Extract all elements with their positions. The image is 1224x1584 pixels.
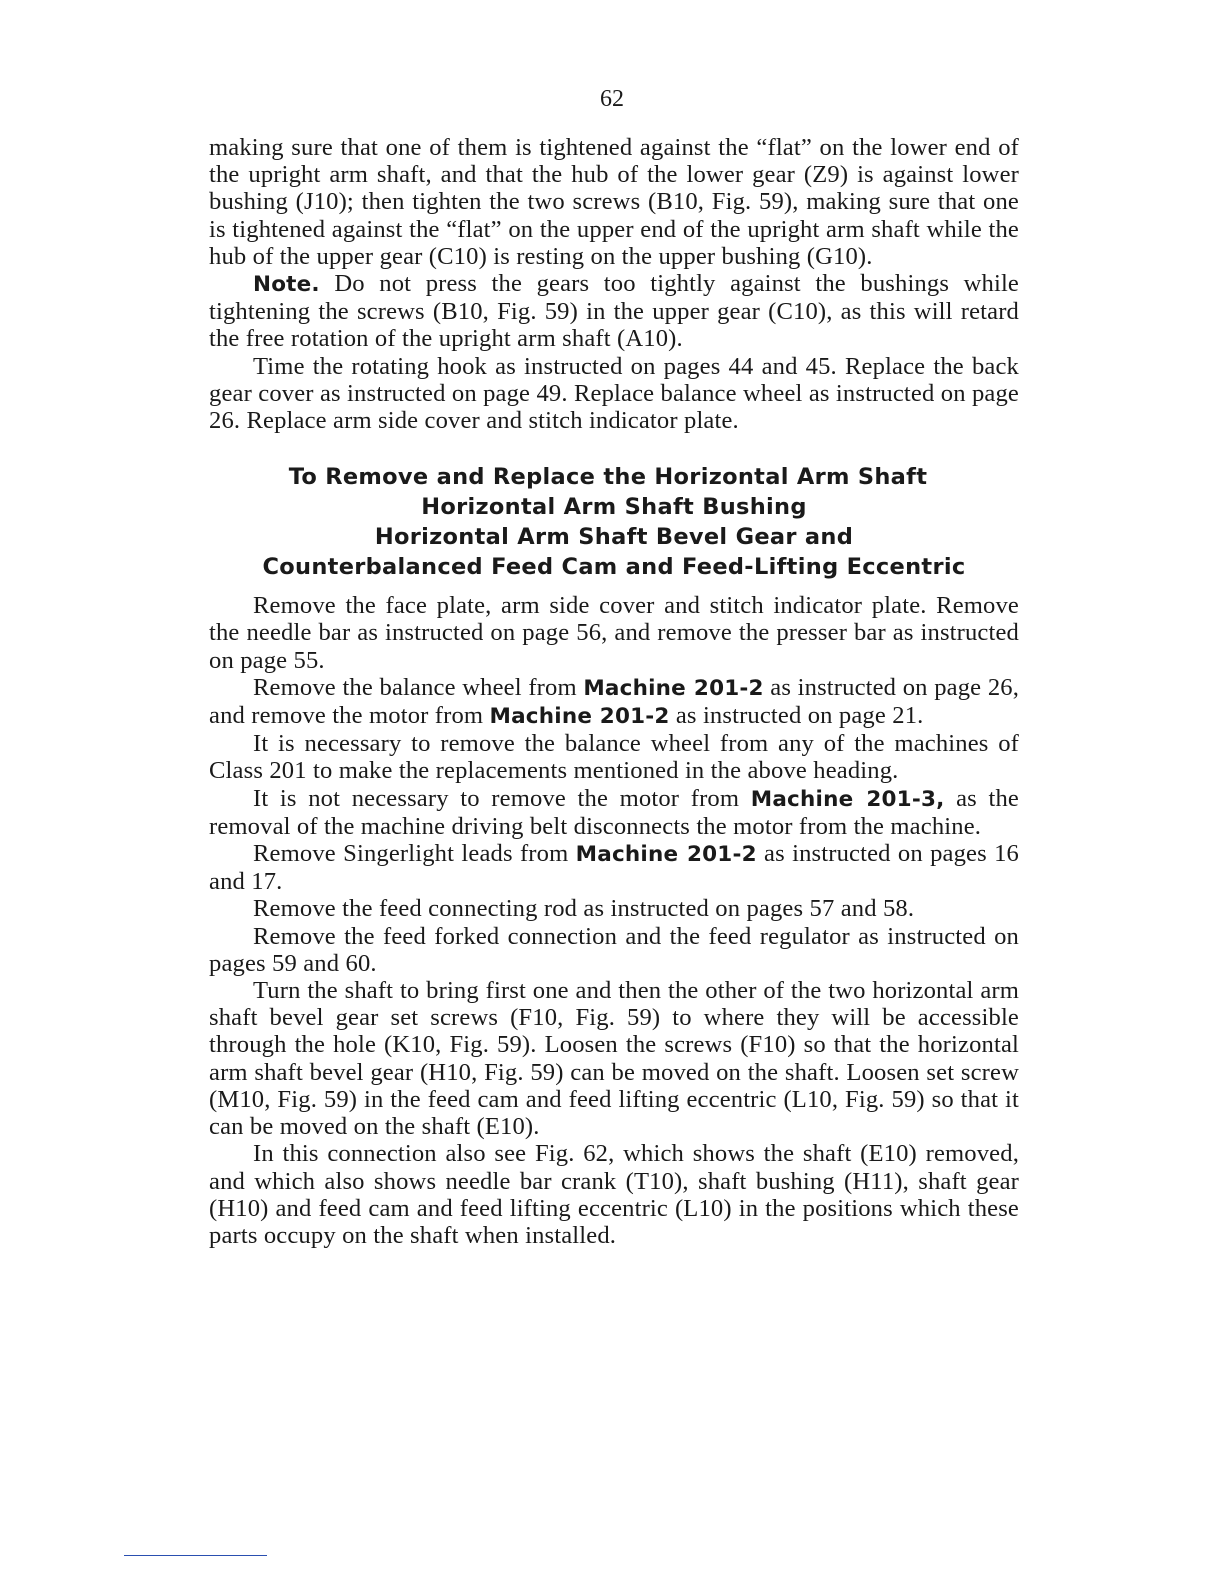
heading-line-2: Horizontal Arm Shaft Bushing	[421, 494, 807, 521]
paragraph-text: Turn the shaft to bring first one and then the other of the two horizontal arm shaft bevel gear set screws (F10, Fig. 59) to where they will be accessible through the hole (K10, Fig. 59). Loosen the screws (F10) so that the horizontal arm shaft bevel gear (H10, Fig. 59) can be moved on the shaft. Loosen set screw (M10, Fig. 59) in the feed cam and feed lifting eccentric (L10, Fig. 59) so that it can be moved on the shaft (E10).	[209, 977, 1019, 1141]
note-label: Note.	[253, 272, 320, 298]
paragraph-5	[209, 674, 1019, 730]
paragraph-text: It is not necessary to remove the motor from	[253, 784, 751, 812]
footnote-rule	[124, 1555, 267, 1556]
machine-reference: Machine 201-3,	[750, 786, 945, 812]
heading-line-1: To Remove and Replace the Horizontal Arm Shaft	[288, 464, 928, 491]
heading-line-3: Horizontal Arm Shaft Bevel Gear and	[374, 524, 854, 551]
page-number: 62	[600, 86, 624, 112]
paragraph-text: Remove Singerlight leads from	[253, 840, 576, 868]
paragraph-9	[209, 895, 1019, 922]
paragraph-7	[209, 785, 1019, 840]
paragraph-text: Remove the balance wheel from	[253, 673, 584, 701]
paragraph-text: It is necessary to remove the balance wheel from any of the machines of Class 201 to make the replacements mentioned in the above heading.	[209, 730, 1019, 785]
paragraph-text: In this connection also see Fig. 62, which shows the shaft (E10) removed, and which also shows needle bar crank (T10), shaft bushing (H11), shaft gear (H10) and feed cam and feed lifting eccentric (L10) in the positions which these parts occupy on the shaft when installed.	[209, 1140, 1019, 1249]
paragraph-text: Remove the face plate, arm side cover and stitch indicator plate. Remove the needle bar as instructed on page 56, and remove the presser bar as instructed on page 55.	[209, 592, 1019, 674]
paragraph-6	[209, 730, 1019, 784]
paragraph-1	[209, 134, 1019, 270]
note-text: Do not press the gears too tightly against the bushings while tightening the screws (B10, Fig. 59) in the upper gear (C10), as this will retard the free rotation of the upright arm shaft (A10).	[209, 270, 1019, 353]
paragraph-10	[209, 923, 1019, 977]
paragraph-text: Time the rotating hook as instructed on pages 44 and 45. Replace the back gear cover as instructed on page 49. Replace balance wheel as instructed on page 26. Replace arm side cover and stitch indicator plate.	[209, 352, 1019, 435]
paragraph-text: making sure that one of them is tightened against the “flat” on the lower end of the upright arm shaft, and that the hub of the lower gear (Z9) is against lower bushing (J10); then tighten the two screws (B10, Fig. 59), making sure that one is tightened against the “flat” on the upper end of the upright arm shaft while the hub of the upper gear (C10) is resting on the upper bushing (G10).	[209, 134, 1019, 270]
paragraph-text: as instructed on page 26, and remove the motor from	[209, 673, 1020, 730]
heading-line-4: Counterbalanced Feed Cam and Feed-Lifting Eccentric	[262, 554, 966, 581]
paragraph-text: Remove the feed connecting rod as instructed on pages 57 and 58.	[253, 895, 915, 923]
paragraph-8	[209, 840, 1019, 895]
note-paragraph	[209, 270, 1019, 353]
paragraph-3	[209, 353, 1019, 435]
machine-reference: Machine 201-2	[575, 842, 757, 868]
paragraph-text: as instructed on pages 16 and 17.	[209, 840, 1019, 896]
paragraph-text: as the removal of the machine driving belt disconnects the motor from the machine.	[209, 784, 1019, 840]
paragraph-text: as instructed on page 21.	[669, 702, 924, 730]
section-heading	[209, 462, 1019, 582]
machine-reference: Machine 201-2	[489, 704, 670, 730]
paragraph-4	[209, 592, 1019, 674]
page-body	[209, 134, 1019, 1249]
paragraph-text: Remove the feed forked connection and the feed regulator as instructed on pages 59 and 60.	[209, 922, 1019, 977]
paragraph-12	[209, 1140, 1019, 1249]
machine-reference: Machine 201-2	[583, 675, 764, 701]
paragraph-11	[209, 977, 1019, 1140]
